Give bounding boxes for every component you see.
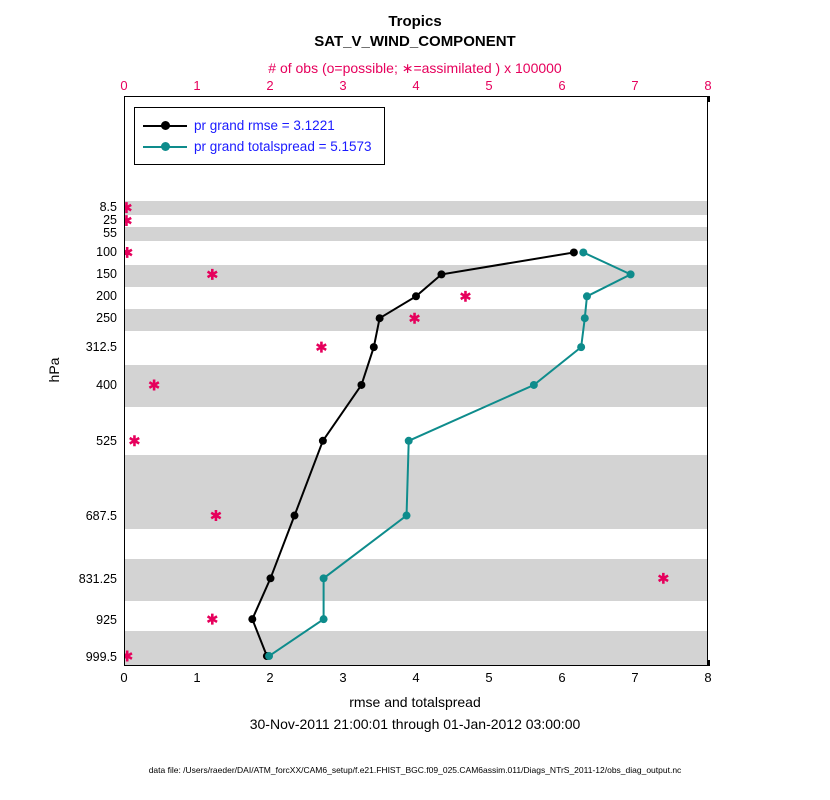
bottom-tick-label: 4 [412,670,420,685]
data-file-caption: data file: /Users/raeder/DAI/ATM_forcXX/CAM6_setup/f.e21.FHIST_BGC.f09_025.CAM6assim.011/Diags_NTrS_2011-12/obs_diag_output.nc [148,765,682,775]
series-marker [248,615,256,623]
series-marker [627,270,635,278]
series-marker [403,512,411,520]
top-tick-mark [708,96,710,102]
bottom-tick-label: 6 [558,670,566,685]
chart-title: Tropics [388,13,442,30]
y-tick-label: 687.5 [85,509,117,523]
top-tick-label: 0 [120,78,128,93]
y-tick-label: 250 [96,311,117,325]
top-tick-label: 1 [193,78,201,93]
legend-swatch-rmse [143,119,187,133]
series-marker [577,343,585,351]
obs-star-marker [125,651,132,662]
top-tick-label: 5 [485,78,493,93]
obs-star-marker [211,510,220,521]
y-tick-label: 25 [103,213,117,227]
series-line [269,252,631,656]
series-marker [583,292,591,300]
date-range-caption: 30-Nov-2011 21:00:01 through 01-Jan-2012 03:00:00 [249,716,581,732]
legend-item-totalspread [143,136,372,157]
y-tick-label: 400 [96,378,117,392]
bottom-tick-mark [708,660,710,666]
top-axis-label: # of obs (o=possible; ∗=assimilated ) x 100000 [268,60,562,76]
series-marker [376,314,384,322]
plot-area [124,96,708,666]
series-marker [265,652,273,660]
series-marker [319,437,327,445]
series-marker [267,574,275,582]
top-tick-label: 7 [631,78,639,93]
obs-star-marker [317,342,326,353]
series-marker [291,512,299,520]
y-tick-label: 925 [96,613,117,627]
top-tick-label: 2 [266,78,274,93]
top-tick-label: 4 [412,78,420,93]
y-tick-label: 525 [96,434,117,448]
series-marker [581,314,589,322]
legend-swatch-totalspread [143,140,187,154]
obs-star-marker [208,614,217,625]
series-marker [357,381,365,389]
obs-star-marker [659,573,668,584]
x-axis-label: rmse and totalspread [349,694,481,710]
series-layer [125,97,707,665]
y-tick-label: 312.5 [85,340,117,354]
series-marker [437,270,445,278]
series-marker [570,248,578,256]
series-line [252,252,574,656]
series-marker [405,437,413,445]
y-axis-label: hPa [46,357,62,383]
obs-star-marker [125,247,132,258]
y-tick-label: 8.5 [99,200,117,214]
bottom-tick-label: 8 [704,670,712,685]
series-marker [320,615,328,623]
y-tick-label: 55 [103,226,117,240]
obs-star-marker [125,215,131,226]
y-tick-label: 200 [96,289,117,303]
bottom-tick-label: 3 [339,670,347,685]
legend-label-totalspread: pr grand totalspread = 5.1573 [194,139,372,154]
obs-star-marker [125,202,131,213]
y-tick-label: 999.5 [85,650,117,664]
top-tick-label: 3 [339,78,347,93]
obs-star-marker [410,313,419,324]
series-marker [320,574,328,582]
bottom-tick-label: 0 [120,670,128,685]
bottom-tick-label: 1 [193,670,201,685]
series-marker [579,248,587,256]
series-marker [412,292,420,300]
obs-star-marker [461,291,470,302]
legend-item-rmse [143,115,372,136]
top-tick-label: 8 [704,78,712,93]
obs-star-marker [149,380,158,391]
chart-subtitle: SAT_V_WIND_COMPONENT [314,33,516,50]
y-tick-label: 831.25 [78,572,117,586]
series-marker [530,381,538,389]
bottom-tick-label: 7 [631,670,639,685]
bottom-tick-label: 2 [266,670,274,685]
top-tick-label: 6 [558,78,566,93]
obs-star-marker [130,435,139,446]
y-tick-label: 150 [96,267,117,281]
y-tick-label: 100 [96,245,117,259]
legend-label-rmse: pr grand rmse = 3.1221 [194,118,335,133]
bottom-tick-label: 5 [485,670,493,685]
obs-star-marker [208,269,217,280]
series-marker [370,343,378,351]
legend [134,107,385,165]
